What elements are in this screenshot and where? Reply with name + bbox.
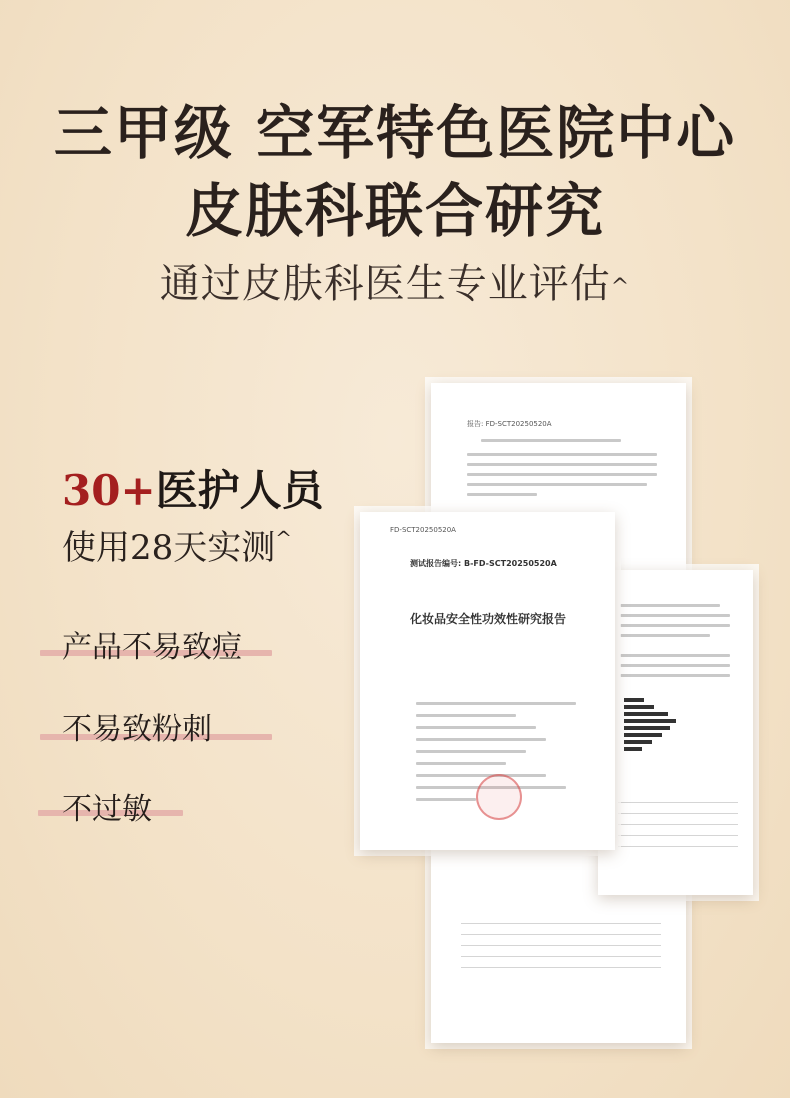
stat-subtitle-text: 使用28天实测 xyxy=(62,528,276,568)
headline-line-3-text: 通过皮肤科医生专业评估 xyxy=(159,261,611,307)
report-code: FD-SCT20250520A xyxy=(390,526,456,534)
text-line xyxy=(620,634,710,637)
stat-headline xyxy=(62,458,324,518)
stat-subtitle xyxy=(62,520,292,569)
stat-number: 30+ xyxy=(62,466,156,515)
data-table xyxy=(461,913,661,968)
red-seal-icon xyxy=(476,774,522,820)
text-line xyxy=(467,473,657,476)
bar xyxy=(624,740,652,744)
claim-item-comedone: 不易致粉刺 xyxy=(62,712,212,747)
text-line xyxy=(467,453,657,456)
stat-label: 医护人员 xyxy=(155,466,324,515)
text-line xyxy=(416,774,546,777)
text-line xyxy=(467,483,647,486)
bar-figure xyxy=(624,698,684,768)
text-line xyxy=(481,439,621,442)
text-line xyxy=(416,798,476,801)
text-line xyxy=(416,738,546,741)
claim-item-acne: 产品不易致痘 xyxy=(62,630,242,665)
report-document-right xyxy=(598,570,753,895)
text-line xyxy=(416,750,526,753)
footnote-mark: ^ xyxy=(610,275,631,300)
bar xyxy=(624,726,670,730)
text-line xyxy=(620,664,730,667)
bar xyxy=(624,712,668,716)
report-document-front xyxy=(360,512,615,850)
bar xyxy=(624,733,662,737)
bar xyxy=(624,719,676,723)
data-table xyxy=(618,792,738,847)
text-line xyxy=(467,493,537,496)
text-line xyxy=(416,702,576,705)
text-line xyxy=(416,726,536,729)
headline-line-3 xyxy=(0,256,790,312)
text-line xyxy=(467,463,657,466)
text-line xyxy=(620,614,730,617)
text-line xyxy=(620,654,730,657)
text-line xyxy=(620,604,720,607)
report-number: 测试报告编号: B-FD-SCT20250520A xyxy=(410,559,557,568)
report-title: 化妆品安全性功效性研究报告 xyxy=(410,612,567,626)
footnote-mark: ^ xyxy=(275,526,293,550)
bar xyxy=(624,698,644,702)
headline-line-2: 皮肤科联合研究 xyxy=(184,177,605,245)
bar xyxy=(624,747,642,751)
headline-line-1: 三甲级 空军特色医院中心 xyxy=(53,99,737,167)
text-line xyxy=(416,762,506,765)
report-code: 报告: FD-SCT20250520A xyxy=(467,420,552,428)
text-line xyxy=(620,674,730,677)
text-line xyxy=(620,624,730,627)
text-line xyxy=(416,714,516,717)
claim-item-allergy: 不过敏 xyxy=(62,792,152,827)
bar xyxy=(624,705,654,709)
